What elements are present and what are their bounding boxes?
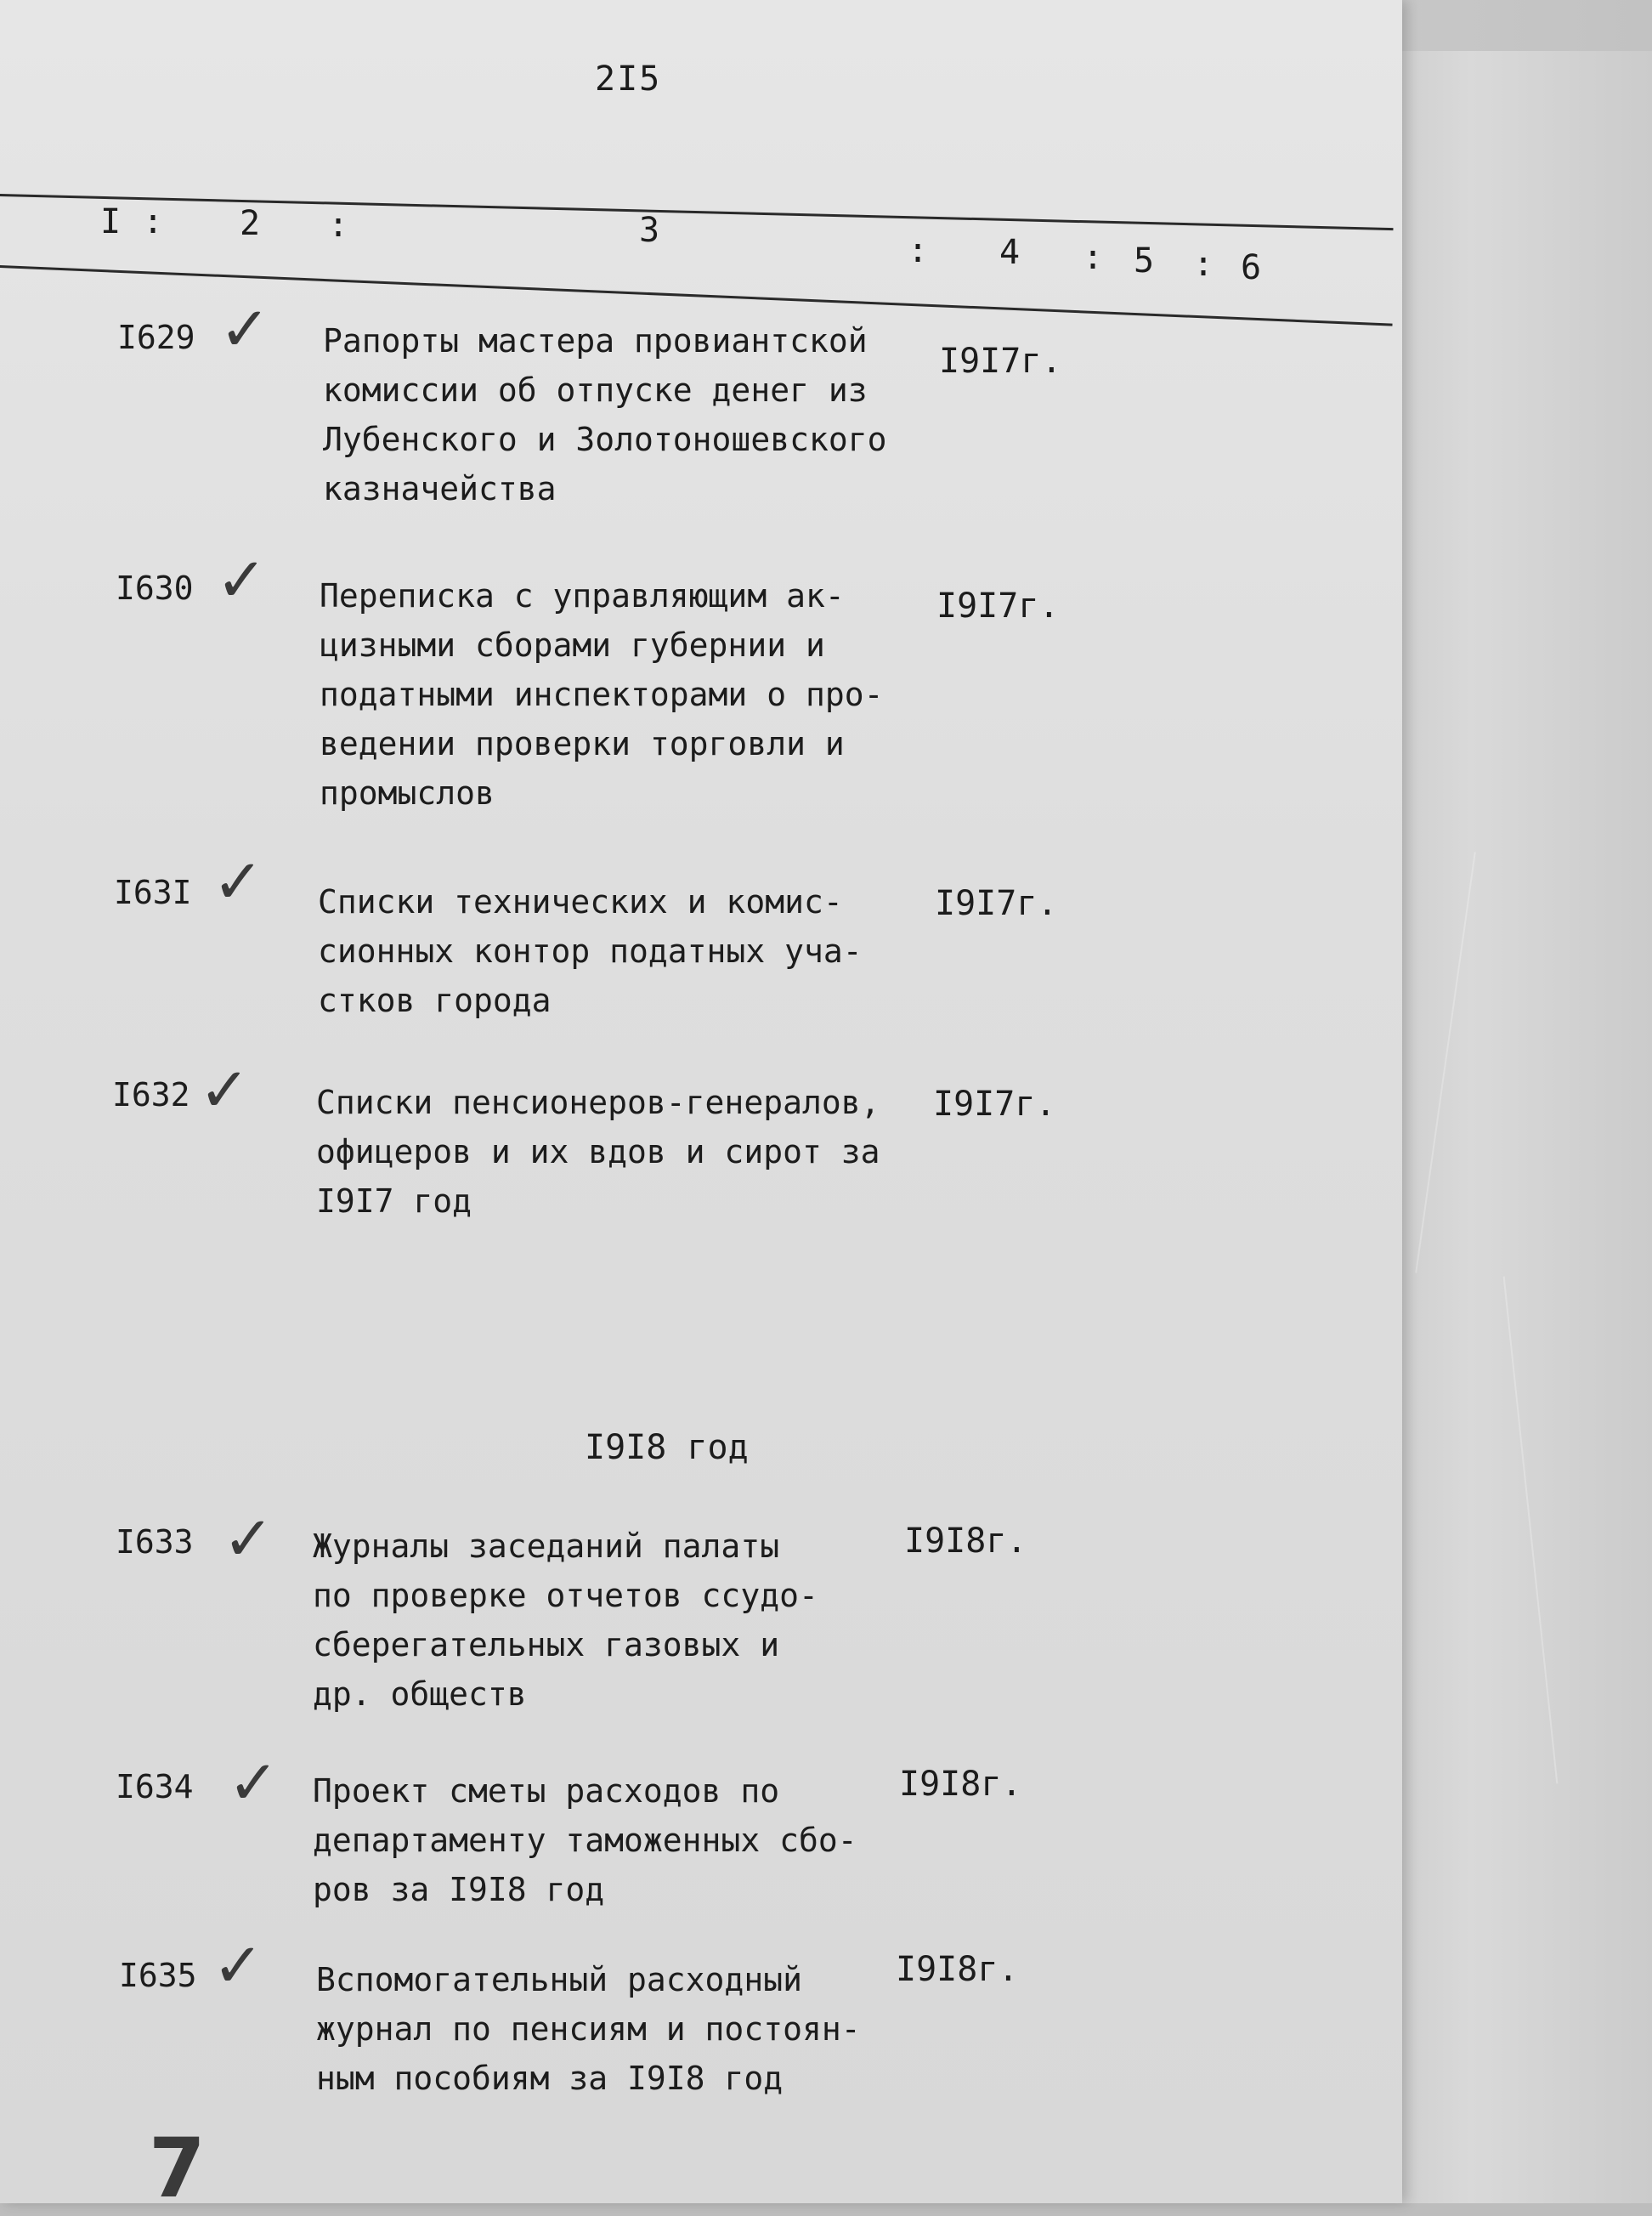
entry-date: I9I8г. (899, 1765, 1022, 1804)
entry-description: Вспомогательный расходный журнал по пенсиям и постоян- ным пособиям за I9I8 год (316, 1961, 861, 2097)
entry-date: I9I7г. (939, 342, 1062, 381)
check-mark-icon: ✓ (228, 1747, 280, 1818)
entry-description: Рапорты мастера провиантской комиссии об отпуске денег из Лубенского и Золотоношевского казначейства (323, 322, 887, 507)
check-mark-icon: ✓ (216, 544, 268, 615)
column-separator: : (1083, 238, 1104, 277)
entry-number: I633 (116, 1523, 194, 1561)
check-mark-icon: ✓ (223, 1503, 274, 1574)
underlying-paper (1394, 51, 1652, 2203)
column-separator: : (143, 202, 164, 241)
entry-number: I629 (117, 319, 195, 356)
check-mark-icon: ✓ (212, 1930, 264, 2001)
entry-date: I9I8г. (896, 1950, 1019, 1989)
entry-date: I9I7г. (936, 587, 1060, 626)
entry-date: I9I8г. (904, 1522, 1027, 1561)
column-number-5: 5 (1134, 241, 1155, 281)
column-number-3: 3 (639, 211, 660, 250)
entry-date: I9I7г. (935, 884, 1058, 923)
check-mark-icon: ✓ (199, 1054, 251, 1125)
column-separator: : (1193, 245, 1214, 284)
column-number-2: 2 (240, 204, 261, 243)
entry-description: Проект сметы расходов по департаменту таможенных сбо- ров за I9I8 год (313, 1772, 857, 1908)
header-top-rule (0, 194, 1394, 230)
entry-number: I630 (116, 570, 194, 607)
entry-description: Журналы заседаний палаты по проверке отчетов ссудо- сберегательных газовых и др. обществ (313, 1527, 818, 1713)
column-number-1: I (100, 202, 122, 241)
entry-date: I9I7г. (933, 1085, 1056, 1124)
entry-description: Списки технических и комис- сионных контор податных уча- стков города (318, 883, 863, 1019)
entry-number: I632 (112, 1076, 190, 1114)
check-mark-icon: ✓ (219, 293, 271, 365)
column-separator: : (328, 206, 349, 245)
column-separator: : (908, 231, 929, 270)
entry-description: Переписка с управляющим ак- цизными сборами губернии и податными инспекторами о про- ведении проверки торговли и промыслов (320, 577, 884, 812)
entry-number: I635 (119, 1957, 197, 1994)
column-number-4: 4 (999, 233, 1021, 272)
column-number-6: 6 (1241, 248, 1262, 287)
entry-number: I63I (114, 874, 192, 911)
check-mark-icon: ✓ (212, 846, 264, 917)
page-number: 2I5 (595, 60, 662, 99)
entry-description: Списки пенсионеров-генералов, офицеров и их вдов и сирот за I9I7 год (316, 1084, 880, 1220)
handwritten-margin-mark: 7 (149, 2121, 206, 2216)
entry-number: I634 (116, 1768, 194, 1805)
section-heading: I9I8 год (585, 1428, 749, 1467)
